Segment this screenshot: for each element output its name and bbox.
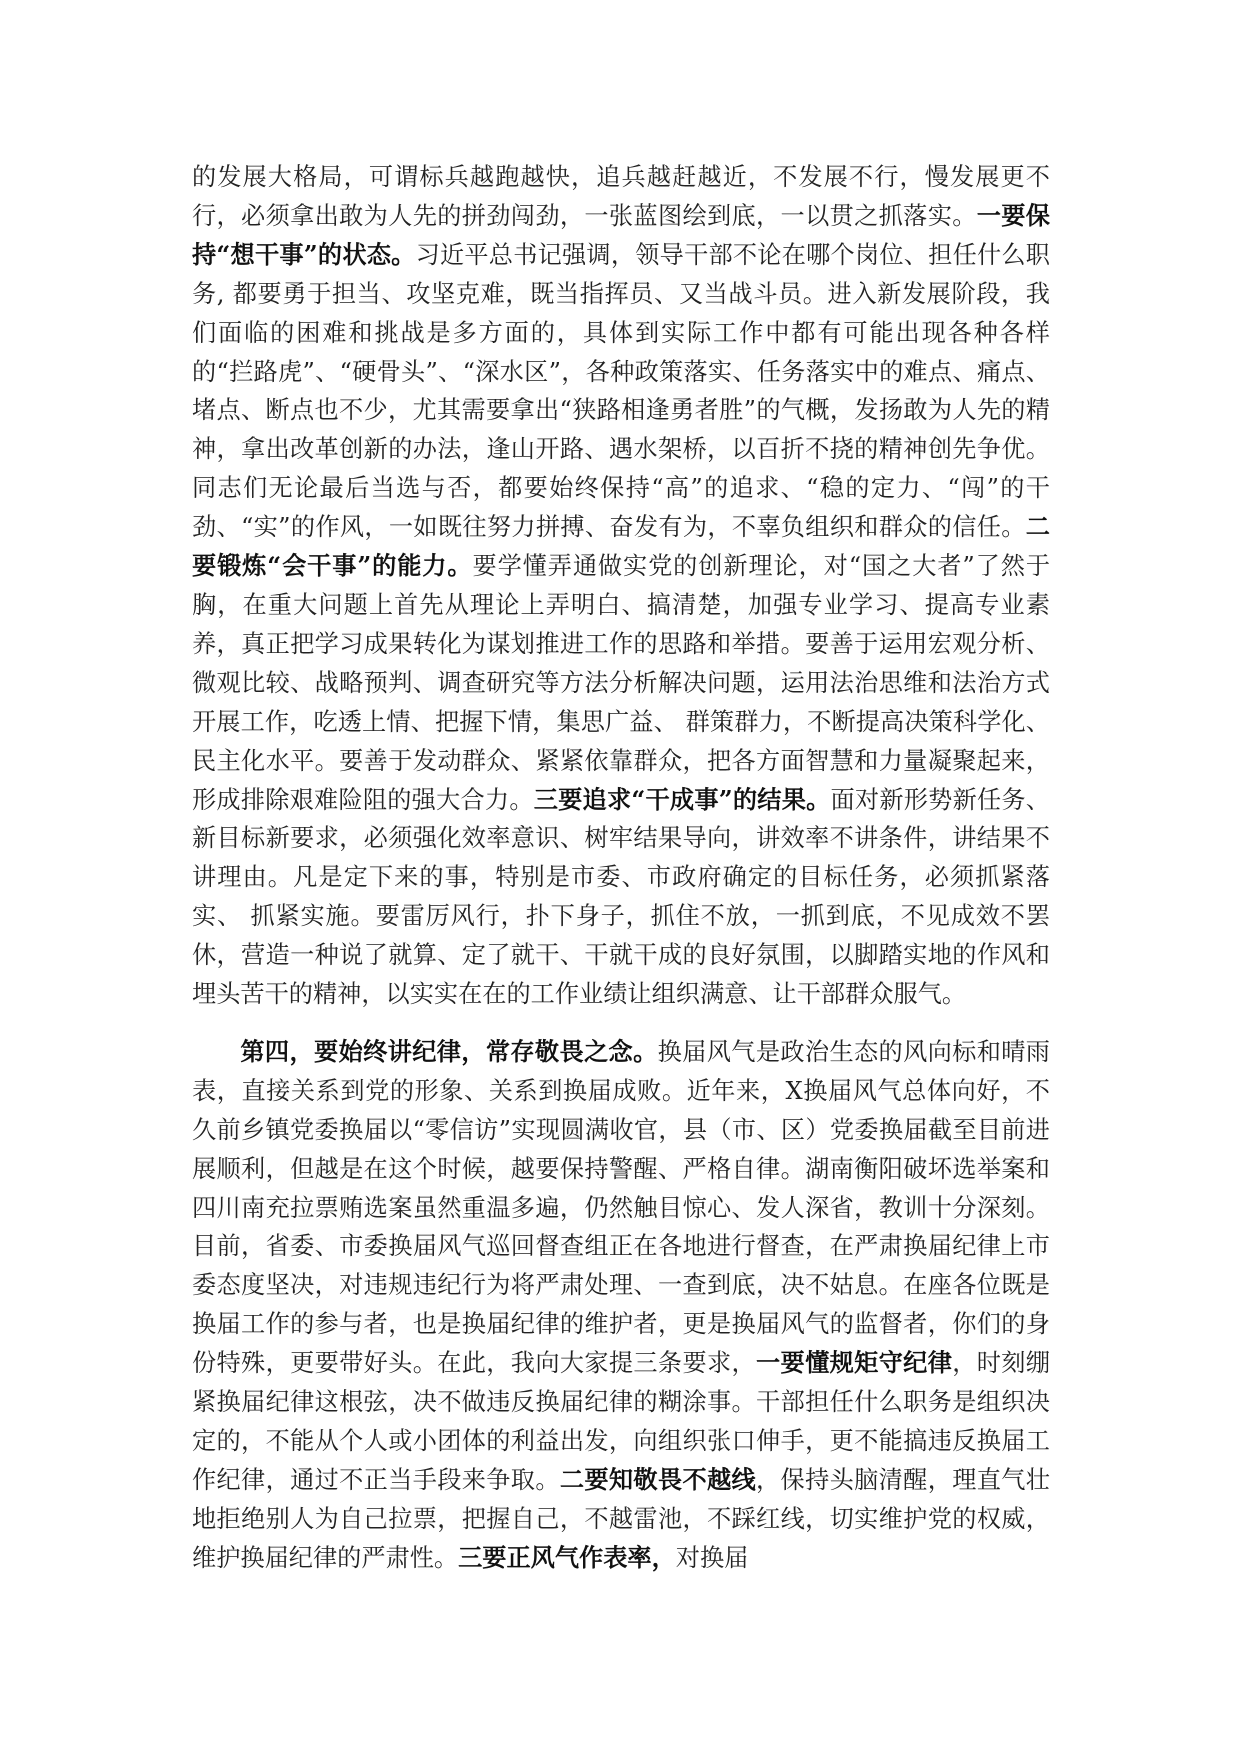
paragraph-text: 习近平总书记强调，领导干部不论在哪个岗位、担任什么职务, 都要勇于担当、攻坚克难，既当指挥员、又当战斗员。进入新发展阶段，我们面临的困难和挑战是多方面的，具体到实际工作中都有可能出现各种各样的“拦路虎”、“硬骨头”、“深水区”，各种政策落实、任务落实中的难点、痛点、堵点、断点也不少，尤其需要拿出“狭路相逢勇者胜”的气概，发扬敢为人先的精神，拿出改革创新的办法，逢山开路、遇水架桥，以百折不挠的精神创先争优。同志们无论最后当选与否，都要始终保持“高”的追求、“稳的定力、“闯”的干劲、“实”的作风，一如既往努力拼搏、奋发有为，不辜负组织和群众的信任。 (192, 240, 1050, 542)
document-page (192, 158, 1050, 1578)
bold-heading-example: 三要正风气作表率， (458, 1542, 676, 1572)
paragraph-2 (192, 1033, 1050, 1578)
bold-heading-awe: 二要知敬畏不越线 (559, 1464, 757, 1494)
paragraph-text: 要学懂弄通做实党的创新理论，对“国之大者”了然于胸，在重大问题上首先从理论上弄明白、搞清楚，加强专业学习、提高专业素养，真正把学习成果转化为谋划推进工作的思路和举措。要善于运用宏观分析、微观比较、战略预判、调查研究等方法分析解决问题，运用法治思维和法治方式开展工作，吃透上情、把握下情，集思广益、 群策群力，不断提高决策科学化、民主化水平。要善于发动群众、紧紧依靠群众，把各方面智慧和力量凝聚起来，形成排除艰难险阻的强大合力。 (192, 552, 1051, 814)
section-heading-fourth: 第四，要始终讲纪律，常存敬畏之念。 (240, 1036, 658, 1066)
paragraph-text: ，时刻绷紧换届纪律这根弦，决不做违反换届纪律的糊涂事。干部担任什么职务是组织决定的，不能从个人或小团体的利益出发，向组织张口伸手，更不能搞违反换届工作纪律，通过不正当手段来争取。 (192, 1349, 1050, 1494)
paragraph-1 (192, 158, 1050, 1014)
bold-heading-rules: 一要懂规矩守纪律 (756, 1348, 953, 1378)
bold-heading-able-to-do: 二要锻炼“会干事”的能力。 (192, 512, 1050, 581)
paragraph-text: 面对新形势新任务、新目标新要求，必须强化效率意识、树牢结果导向，讲效率不讲条件，讲结果不讲理由。凡是定下来的事，特别是市委、市政府确定的目标任务，必须抓紧落实、 抓紧实施。要雷厉风行，扑下身子，抓住不放，一抓到底，不见成效不罢休，营造一种说了就算、定了就干、干就干成的良好氛围，以脚踏实地的作风和埋头苦干的精神，以实实在在的工作业绩让组织满意、让干部群众服气。 (192, 785, 1050, 1009)
bold-heading-want-to-do: 一要保持“想干事”的状态。 (192, 200, 1050, 269)
paragraph-text: 换届风气是政治生态的风向标和晴雨表，直接关系到党的形象、关系到换届成败。近年来，X换届风气总体向好，不久前乡镇党委换届以“零信访”实现圆满收官，县（市、区）党委换届截至目前进展顺利，但越是在这个时候，越要保持警醒、严格自律。湖南衡阳破坏选举案和四川南充拉票贿选案虽然重温多遍，仍然触目惊心、发人深省，教训十分深刻。目前，省委、市委换届风气巡回督查组正在各地进行督查，在严肃换届纪律上市委态度坚决，对违规违纪行为将严肃处理、一查到底，决不姑息。在座各位既是换届工作的参与者，也是换届纪律的维护者，更是换届风气的监督者，你们的身份特殊，更要带好头。在此，我向大家提三条要求， (192, 1037, 1050, 1378)
paragraph-text: 的发展大格局，可谓标兵越跑越快，追兵越赶越近，不发展不行，慢发展更不行，必须拿出敢为人先的拼劲闯劲，一张蓝图绘到底，一以贯之抓落实。 (192, 163, 1050, 230)
bold-heading-get-things-done: 三要追求“干成事”的结果。 (533, 784, 831, 814)
paragraph-text: 对换届 (675, 1543, 749, 1572)
paragraph-text: ，保持头脑清醒，理直气壮地拒绝别人为自己拉票，把握自己，不越雷池，不踩红线，切实维护党的权威，维护换届纪律的严肃性。 (192, 1465, 1050, 1572)
